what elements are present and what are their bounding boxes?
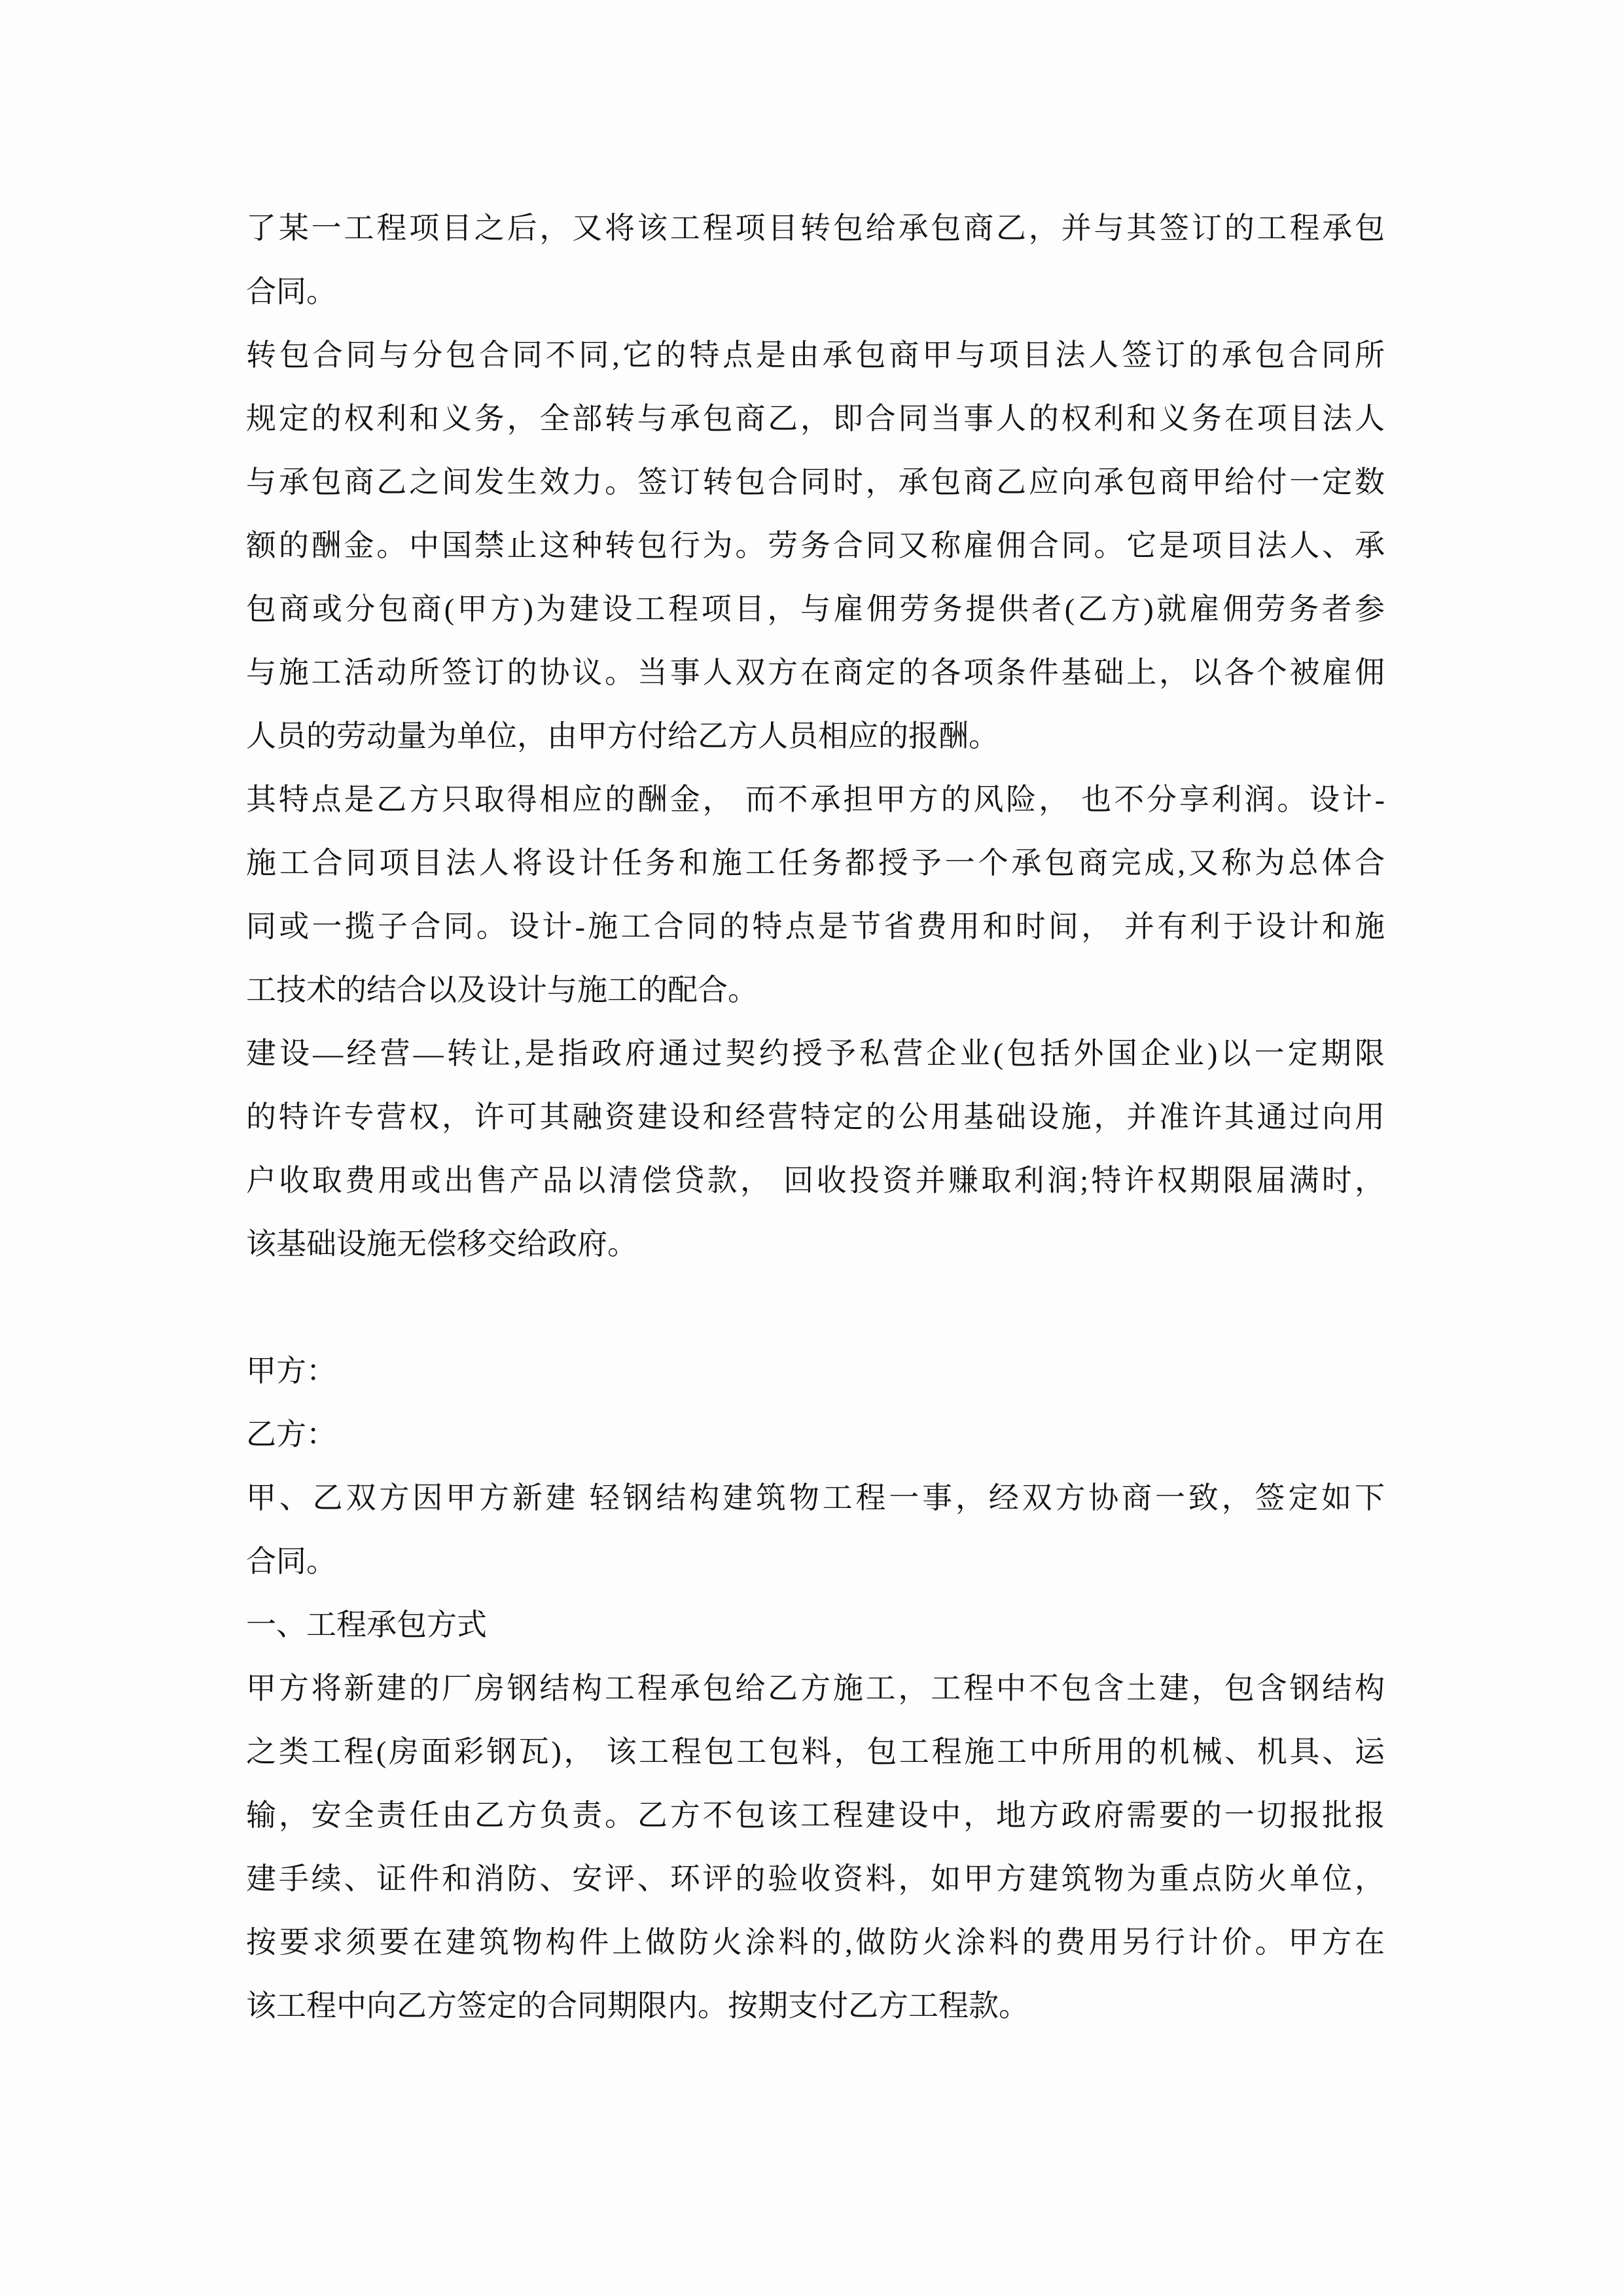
text-line: 一、工程承包方式 <box>246 1608 487 1641</box>
text-line: 转包合同与分包合同不同,它的特点是由承包商甲与项目法人签订的承包合同所 <box>246 338 1385 372</box>
text-line: 建设—经营—转让,是指政府通过契约授予私营企业(包括外国企业)以一定期限 <box>246 1037 1385 1070</box>
text-line: 之类工程(房面彩钢瓦)， 该工程包工包料，包工程施工中所用的机械、机具、运 <box>246 1735 1385 1768</box>
text-line: 与施工活动所签订的协议。当事人双方在商定的各项条件基础上，以各个被雇佣 <box>246 656 1385 689</box>
text-line: 施工合同项目法人将设计任务和施工任务都授予一个承包商完成,又称为总体合 <box>246 846 1385 880</box>
text-line: 合同。 <box>246 275 336 308</box>
document-body <box>246 196 1385 2037</box>
text-line: 甲方： <box>246 1354 336 1388</box>
text-line: 户收取费用或出售产品以清偿贷款， 回收投资并赚取利润;特许权期限届满时， <box>246 1164 1385 1197</box>
blank-line <box>246 1276 1385 1339</box>
text-line: 了某一工程项目之后，又将该工程项目转包给承包商乙，并与其签订的工程承包 <box>246 211 1385 245</box>
text-line: 规定的权利和义务，全部转与承包商乙，即合同当事人的权利和义务在项目法人 <box>246 402 1385 435</box>
text-line: 合同。 <box>246 1545 336 1578</box>
text-line: 包商或分包商(甲方)为建设工程项目，与雇佣劳务提供者(乙方)就雇佣劳务者参 <box>246 592 1385 626</box>
text-line: 输，安全责任由乙方负责。乙方不包该工程建设中，地方政府需要的一切报批报 <box>246 1799 1385 1832</box>
text-line: 该工程中向乙方签定的合同期限内。按期支付乙方工程款。 <box>246 1989 1029 2022</box>
text-line: 额的酬金。中国禁止这种转包行为。劳务合同又称雇佣合同。它是项目法人、承 <box>246 529 1385 562</box>
text-line: 甲方将新建的厂房钢结构工程承包给乙方施工，工程中不包含土建，包含钢结构 <box>246 1672 1385 1705</box>
text-line: 该基础设施无偿移交给政府。 <box>246 1227 637 1261</box>
text-line: 乙方： <box>246 1418 336 1451</box>
text-line: 工技术的结合以及设计与施工的配合。 <box>246 973 758 1007</box>
text-line: 建手续、证件和消防、安评、环评的验收资料，如甲方建筑物为重点防火单位， <box>246 1862 1385 1895</box>
text-line: 其特点是乙方只取得相应的酬金， 而不承担甲方的风险， 也不分享利润。设计- <box>246 783 1385 816</box>
text-line: 的特许专营权，许可其融资建设和经营特定的公用基础设施，并准许其通过向用 <box>246 1100 1385 1134</box>
text-line: 人员的劳动量为单位，由甲方付给乙方人员相应的报酬。 <box>246 719 999 753</box>
text-line: 按要求须要在建筑物构件上做防火涂料的,做防火涂料的费用另行计价。甲方在 <box>246 1926 1385 1959</box>
text-line: 甲、乙双方因甲方新建 轻钢结构建筑物工程一事，经双方协商一致，签定如下 <box>246 1481 1385 1515</box>
text-line: 同或一揽子合同。设计-施工合同的特点是节省费用和时间， 并有利于设计和施 <box>246 910 1385 943</box>
text-line: 与承包商乙之间发生效力。签订转包合同时，承包商乙应向承包商甲给付一定数 <box>246 465 1385 499</box>
